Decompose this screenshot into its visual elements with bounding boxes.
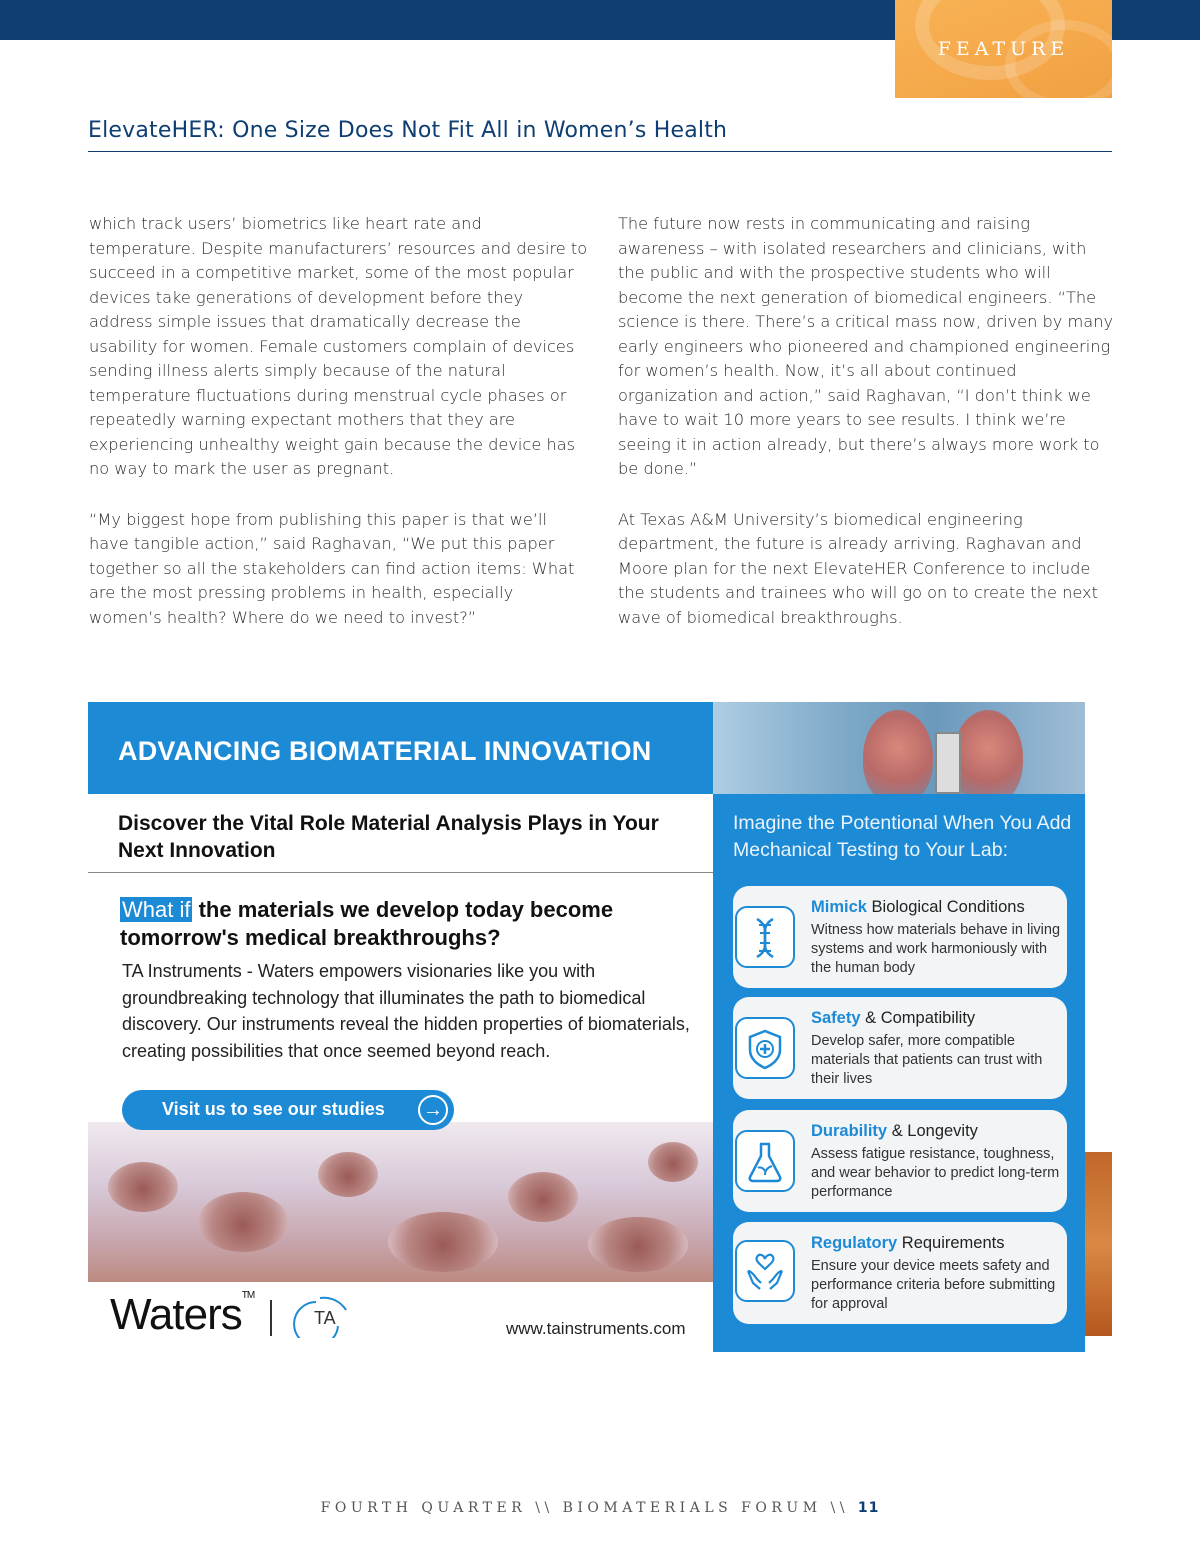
pore-shape xyxy=(648,1142,698,1182)
hands-heart-icon xyxy=(735,1240,795,1302)
button-label: Visit us to see our studies xyxy=(162,1099,385,1119)
article-paragraph: The future now rests in communicating and raising awareness – with isolated researchers and clinicians, with the public and with the prospective students who will become the next generation of biomedical engineers. “The science is there. There’s a critical mass now, driven by many early engineers who pioneered and championed engineering for women’s health. Now, it’s all about continued organization and action,” said Raghavan, “I don’t think we have to wait 10 more years to see results. I think we’re seeing it in action already, but there’s always more work to be done.” xyxy=(618,214,1114,478)
shield-cross-icon xyxy=(735,1017,795,1079)
pore-shape xyxy=(318,1152,378,1197)
implant-device-shape xyxy=(935,732,961,794)
benefit-card-mimick xyxy=(733,886,1067,988)
ad-question xyxy=(120,896,700,952)
card-description: Develop safer, more compatible materials that patients can trust with their lives xyxy=(811,1033,1043,1087)
card-title: Regulatory Requirements xyxy=(811,1234,1005,1252)
page-number: 11 xyxy=(857,1500,880,1516)
waters-logo: Waters™ xyxy=(110,1290,255,1339)
dna-icon xyxy=(735,906,795,968)
svg-text:TA: TA xyxy=(314,1308,336,1328)
benefit-card-durability xyxy=(733,1110,1067,1212)
lung-shape xyxy=(953,710,1023,794)
benefit-card-safety xyxy=(733,997,1067,1099)
ad-body-text: TA Instruments - Waters empowers visionaries like you with groundbreaking technology that illuminates the path to biomedical discovery. Our instruments reveal the hidden properties of biomaterials, creating possibilities that once seemed beyond reach. xyxy=(122,961,690,1061)
ad-website-link[interactable]: www.tainstruments.com xyxy=(506,1319,686,1338)
ad-headline: ADVANCING BIOMATERIAL INNOVATION xyxy=(118,736,652,766)
panel-heading: Imagine the Potentional When You Add Mechanical Testing to Your Lab: xyxy=(733,812,1072,861)
pore-shape xyxy=(108,1162,178,1212)
card-description: Witness how materials behave in living systems and work harmoniously with the human body xyxy=(811,922,1061,976)
article-paragraph: “My biggest hope from publishing this paper is that we’ll have tangible action,” said Raghavan, “We put this paper together so all the stakeholders can find action items: What are the most pressing problems in health, especially women’s health? Where do we need to invest?” xyxy=(89,509,575,627)
pore-shape xyxy=(588,1217,688,1272)
feature-tab xyxy=(895,0,1112,98)
article-column-right xyxy=(618,212,1118,656)
flask-icon xyxy=(735,1130,795,1192)
decorative-accent-strip xyxy=(1085,1152,1112,1336)
page-footer xyxy=(0,1500,1200,1516)
article-paragraph: At Texas A&M University’s biomedical engineering department, the future is already arriving. Raghavan and Moore plan for the next ElevateHER Conference to include the students and trainees who will go on to create the next wave of biomedical breakthroughs. xyxy=(618,509,1098,627)
porous-biomaterial-image xyxy=(88,1122,713,1282)
card-description: Assess fatigue resistance, toughness, and wear behavior to predict long-term performance xyxy=(811,1146,1060,1200)
card-title: Mimick Biological Conditions xyxy=(811,898,1025,916)
card-title: Safety & Compatibility xyxy=(811,1009,976,1027)
question-text: the materials we develop today become tomorrow's medical breakthroughs? xyxy=(120,897,614,950)
title-divider xyxy=(88,151,1112,152)
pore-shape xyxy=(198,1192,288,1252)
section-label: FEATURE xyxy=(937,38,1070,60)
lungs-illustration xyxy=(713,702,1085,794)
logo-separator xyxy=(270,1300,272,1336)
pore-shape xyxy=(388,1212,498,1272)
article-column-left xyxy=(89,212,589,656)
pore-shape xyxy=(508,1172,578,1222)
article-title: ElevateHER: One Size Does Not Fit All in Women’s Health xyxy=(88,118,728,143)
ad-divider xyxy=(88,872,713,873)
arrow-right-icon: → xyxy=(418,1095,448,1125)
card-description: Ensure your device meets safety and performance criteria before submitting for approval xyxy=(811,1258,1056,1312)
advertisement xyxy=(88,702,1085,1352)
visit-studies-button[interactable] xyxy=(122,1090,454,1130)
article-paragraph: which track users’ biometrics like heart rate and temperature. Despite manufacturers’ resources and desire to succeed in a competitive market, some of the most popular devices take generations of development before they address simple issues that dramatically decrease the usability for women. Female customers complain of devices sending illness alerts simply because of the natural temperature fluctuations during menstrual cycle phases or repeatedly warning expectant mothers that they are experiencing unhealthy weight gain because the device has no way to mark the user as pregnant. xyxy=(89,214,588,478)
ad-subheading: Discover the Vital Role Material Analysis Plays in Your Next Innovation xyxy=(118,812,659,862)
benefit-card-regulatory xyxy=(733,1222,1067,1324)
benefits-panel xyxy=(713,794,1085,1352)
ta-instruments-logo xyxy=(286,1292,356,1338)
lung-shape xyxy=(863,710,933,794)
issue-label: FOURTH QUARTER \\ BIOMATERIALS FORUM \\ xyxy=(320,1500,858,1516)
card-title: Durability & Longevity xyxy=(811,1122,978,1140)
question-highlight: What if xyxy=(122,897,191,922)
ad-header-band xyxy=(88,702,713,794)
